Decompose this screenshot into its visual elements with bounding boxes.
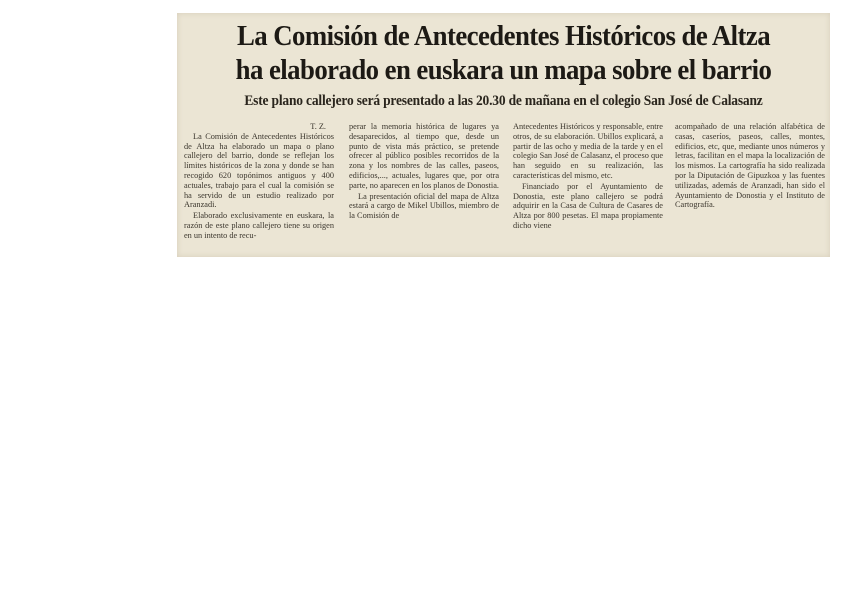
paragraph: perar la memoria histórica de lugares ya desaparecidos, al tiempo que, desde un punto de vista más práctico, se pretende ofrecer al público posibles recorridos de la zona y los nombres de las calles, paseos, edificios,..., actuales, lugares que, por otra parte, no aparecen en los planos de Donostia. <box>349 122 499 190</box>
paragraph: La presentación oficial del mapa de Altza estará a cargo de Mikel Ubillos, miembro de la Comisión de <box>349 191 499 221</box>
paragraph: La Comisión de Antecedentes Históricos de Altza ha elaborado un mapa o plano callejero del barrio, donde se reflejan los límites históricos de la zona y donde se han recogido 620 topónimos antiguos y 400 actuales, trabajo para el cual la comisión se ha servido de un estudio realizado por Aranzadi. <box>184 131 334 210</box>
article-column-2 <box>349 122 499 257</box>
paragraph: Financiado por el Ayuntamiento de Donostia, este plano callejero se podrá adquirir en la Casa de Cultura de Casares de Altza por 800 pesetas. El mapa propiamente dicho viene <box>513 181 663 230</box>
paragraph: Antecedentes Históricos y responsable, entre otros, de su elaboración. Ubillos explicará, a partir de las ocho y media de la tarde y en el colegio San José de Calasanz, el proceso que han seguido en su realización, las características del mismo, etc. <box>513 122 663 180</box>
paragraph: acompañado de una relación alfabética de casas, caseríos, paseos, calles, montes, edificios, etc, que, mediante unos números y letras, facilitan en el mapa la localización de los mismos. La cartografía ha sido realizada por la Diputación de Gipuzkoa y las fuentes utilizadas, además de Aranzadi, han sido el Ayuntamiento de Donostia y el Instituto de Cartografía. <box>675 122 825 210</box>
article-column-1 <box>184 122 334 257</box>
headline-line-1: La Comisión de Antecedentes Históricos de Altza <box>236 21 771 52</box>
headline-line-2: ha elaborado en euskara un mapa sobre el barrio <box>235 55 772 86</box>
newspaper-clipping <box>177 13 830 257</box>
article-column-4 <box>675 122 825 257</box>
subheadline: Este plano callejero será presentado a las 20.30 de mañana en el colegio San José de Calasanz <box>244 93 763 109</box>
paragraph: Elaborado exclusivamente en euskara, la razón de este plano callejero tiene su origen en un intento de recu- <box>184 211 334 240</box>
article-column-3 <box>513 122 663 257</box>
byline: T. Z. <box>310 122 326 131</box>
